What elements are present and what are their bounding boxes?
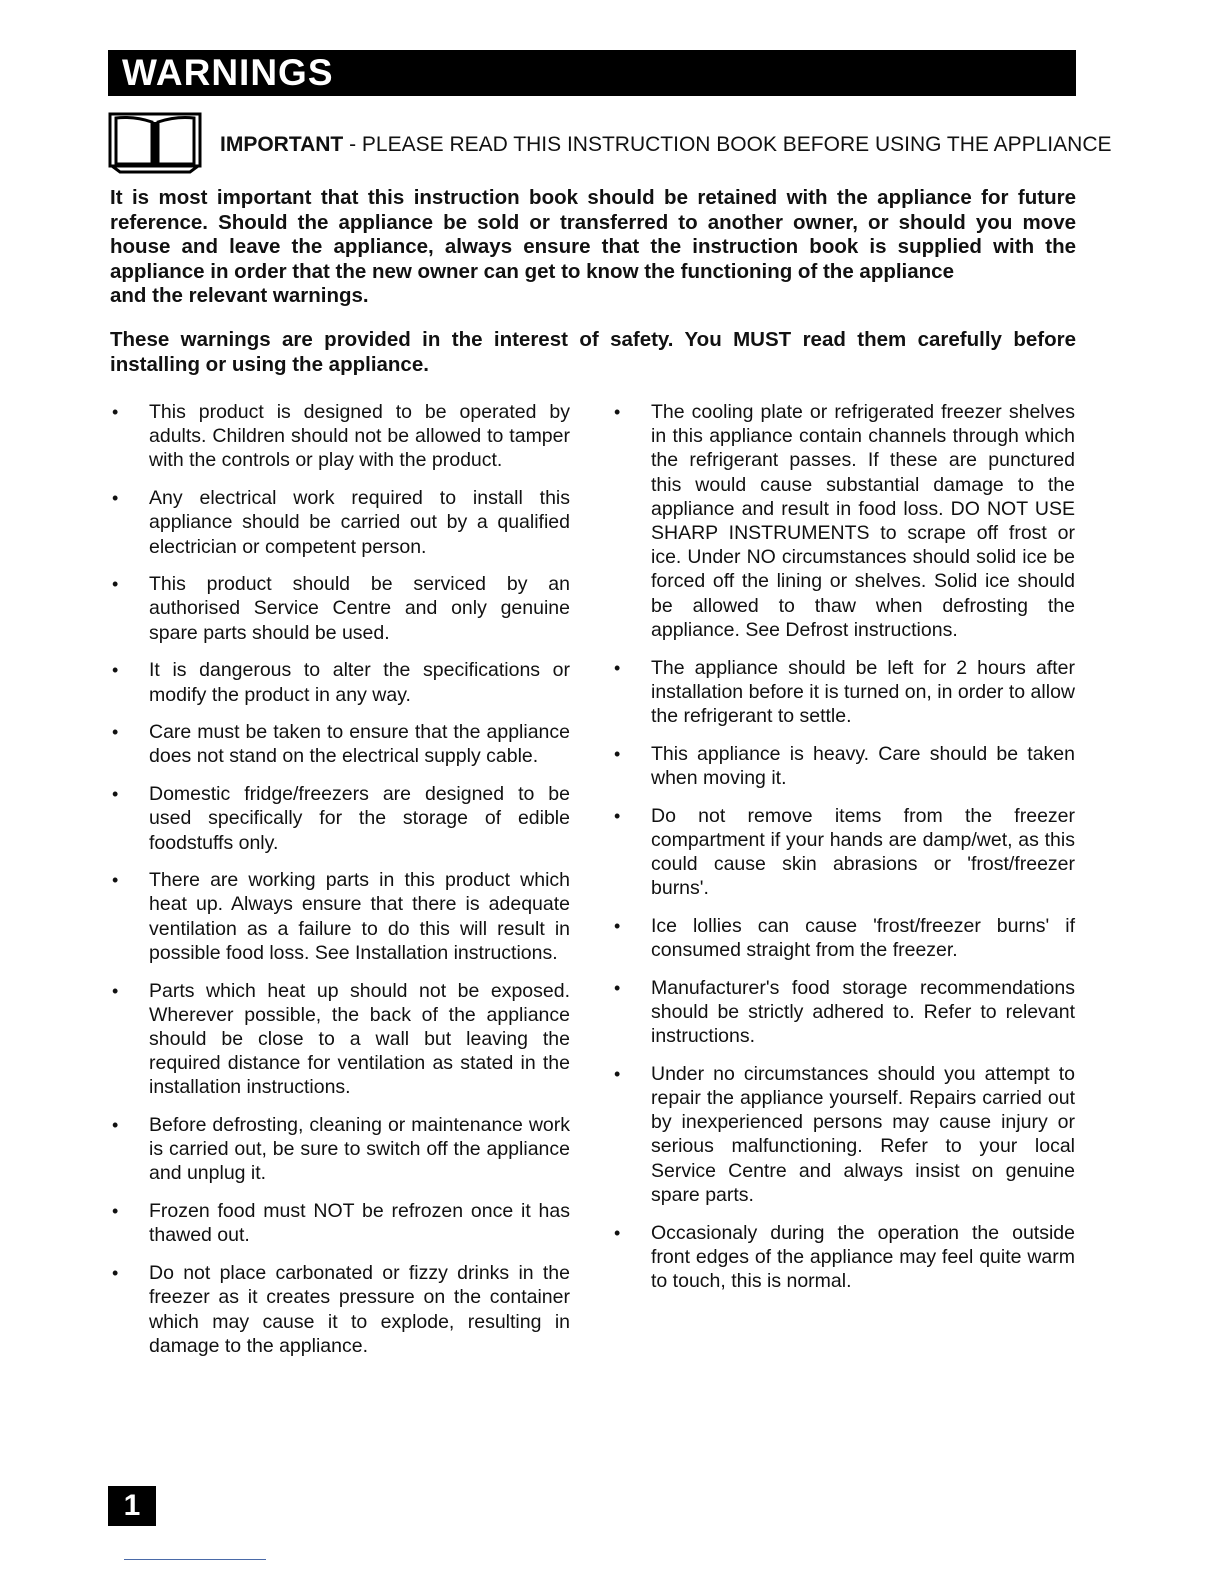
bullet-icon: • [112,1201,119,1222]
warning-text: This product is designed to be operated by adults. Children should not be allowed to tamper with the controls or play with the product. [149,401,570,472]
warning-text: Occasionaly during the operation the outside front edges of the appliance may feel quite warm to touch, this is normal. [651,1221,1075,1292]
warning-text: This product should be serviced by an authorised Service Centre and only genuine spare parts should be used. [149,573,570,644]
intro-paragraph-safety: These warnings are provided in the interest of safety. You MUST read them carefully before installing or using the appliance. [110,328,1076,376]
footer-rule [124,1559,266,1560]
warning-item [110,782,570,855]
warning-text: Care must be taken to ensure that the appliance does not stand on the electrical supply cable. [149,721,570,768]
warning-item [612,914,1075,962]
warning-text: It is dangerous to alter the specifications or modify the product in any way. [149,659,570,706]
intro-paragraph-retain-end: and the relevant warnings. [110,284,369,308]
bullet-icon: • [112,660,119,681]
bullet-icon: • [112,402,119,422]
warning-text: This appliance is heavy. Care should be taken when moving it. [651,742,1075,789]
warning-item [110,720,570,768]
warning-text: Any electrical work required to install this appliance should be carried out by a qualified electrician or competent person. [149,487,570,558]
warning-text: Ice lollies can cause 'frost/freezer burns' if consumed straight from the freezer. [651,914,1075,962]
bullet-icon: • [614,805,621,826]
bullet-icon: • [112,784,119,805]
warning-item [110,979,570,1100]
warning-text: The cooling plate or refrigerated freezer shelves in this appliance contain channels through which the refrigerant passes. If these are punctured this would cause substantial damage to the appliance and result in food loss. DO NOT USE SHARP INSTRUMENTS to scrape off frost or ice. Under NO circumstances should solid ice be forced off the lining or shelves. Solid ice should be allowed to thaw when defrosting the appliance. See Defrost instructions. [651,401,1075,641]
title-bar [108,50,1076,96]
important-notice [220,132,1112,158]
bullet-icon: • [112,870,119,891]
warning-text: Before defrosting, cleaning or maintenance work is carried out, be sure to switch off the appliance and unplug it. [149,1114,570,1185]
warning-text: The appliance should be left for 2 hours after installation before it is turned on, in order to allow the refrigerant to settle. [651,656,1075,727]
warning-text: Parts which heat up should not be exposed. Wherever possible, the back of the appliance should be close to a wall but leaving the required distance for ventilation as stated in the installation instructions. [149,979,570,1099]
bullet-icon: • [614,402,621,422]
warning-text: Domestic fridge/freezers are designed to be used specifically for the storage of edible foodstuffs only. [149,783,570,854]
warning-item [110,400,570,473]
bullet-icon: • [112,980,119,1001]
page-title: WARNINGS [122,52,334,93]
bullet-icon: • [112,1263,119,1284]
bullet-icon: • [112,574,119,595]
intro-paragraph-retain [110,186,1076,309]
warning-item [110,1199,570,1247]
warning-item [110,1261,570,1358]
bullet-icon: • [614,1222,621,1243]
bullet-icon: • [112,488,119,509]
page-number: 1 [108,1486,156,1526]
warning-item [612,1221,1075,1294]
warning-item [612,804,1075,901]
warning-item [110,868,570,965]
bullet-icon: • [614,657,621,678]
bullet-icon: • [614,743,621,764]
warning-text: Frozen food must NOT be refrozen once it has thawed out. [149,1200,570,1247]
warning-text: Manufacturer's food storage recommendations should be strictly adhered to. Refer to relevant instructions. [651,976,1075,1048]
bullet-icon: • [112,1115,119,1136]
warning-item [612,1062,1075,1207]
warning-text: Do not remove items from the freezer compartment if your hands are damp/wet, as this could cause skin abrasions or 'frost/freezer burns'. [651,804,1075,900]
warning-item [612,656,1075,729]
warning-text: Under no circumstances should you attempt to repair the appliance yourself. Repairs carried out by inexperienced persons may cause injury or serious malfunctioning. Refer to your local Service Centre and always insist on genuine spare parts. [651,1062,1075,1206]
open-book-icon [108,112,202,174]
intro-paragraph-retain-text: It is most important that this instruction book should be retained with the appliance for future reference. Should the appliance be sold or transferred to another owner, or should you move house and leave the appliance, always ensure that the instruction book is supplied with the appliance in order that the new owner can get to know the functioning of the appliance [110,186,1076,283]
warnings-left-column [110,400,570,1371]
warning-item [612,400,1075,642]
warning-item [110,658,570,706]
warning-item [612,742,1075,790]
warning-item [110,572,570,645]
bullet-icon: • [112,722,119,743]
warnings-right-column [612,400,1075,1307]
important-label: IMPORTANT [220,133,344,156]
warning-text: There are working parts in this product which heat up. Always ensure that there is adequate ventilation as a failure to do this will result in possible food loss. See Installation instructions. [149,869,570,964]
warning-item [110,1113,570,1186]
warning-item [612,976,1075,1049]
warning-item [110,486,570,559]
bullet-icon: • [614,977,621,998]
bullet-icon: • [614,915,621,936]
bullet-icon: • [614,1063,621,1084]
important-text: - PLEASE READ THIS INSTRUCTION BOOK BEFORE USING THE APPLIANCE [343,133,1112,156]
warning-text: Do not place carbonated or fizzy drinks in the freezer as it creates pressure on the container which may cause it to explode, resulting in damage to the appliance. [149,1262,570,1357]
